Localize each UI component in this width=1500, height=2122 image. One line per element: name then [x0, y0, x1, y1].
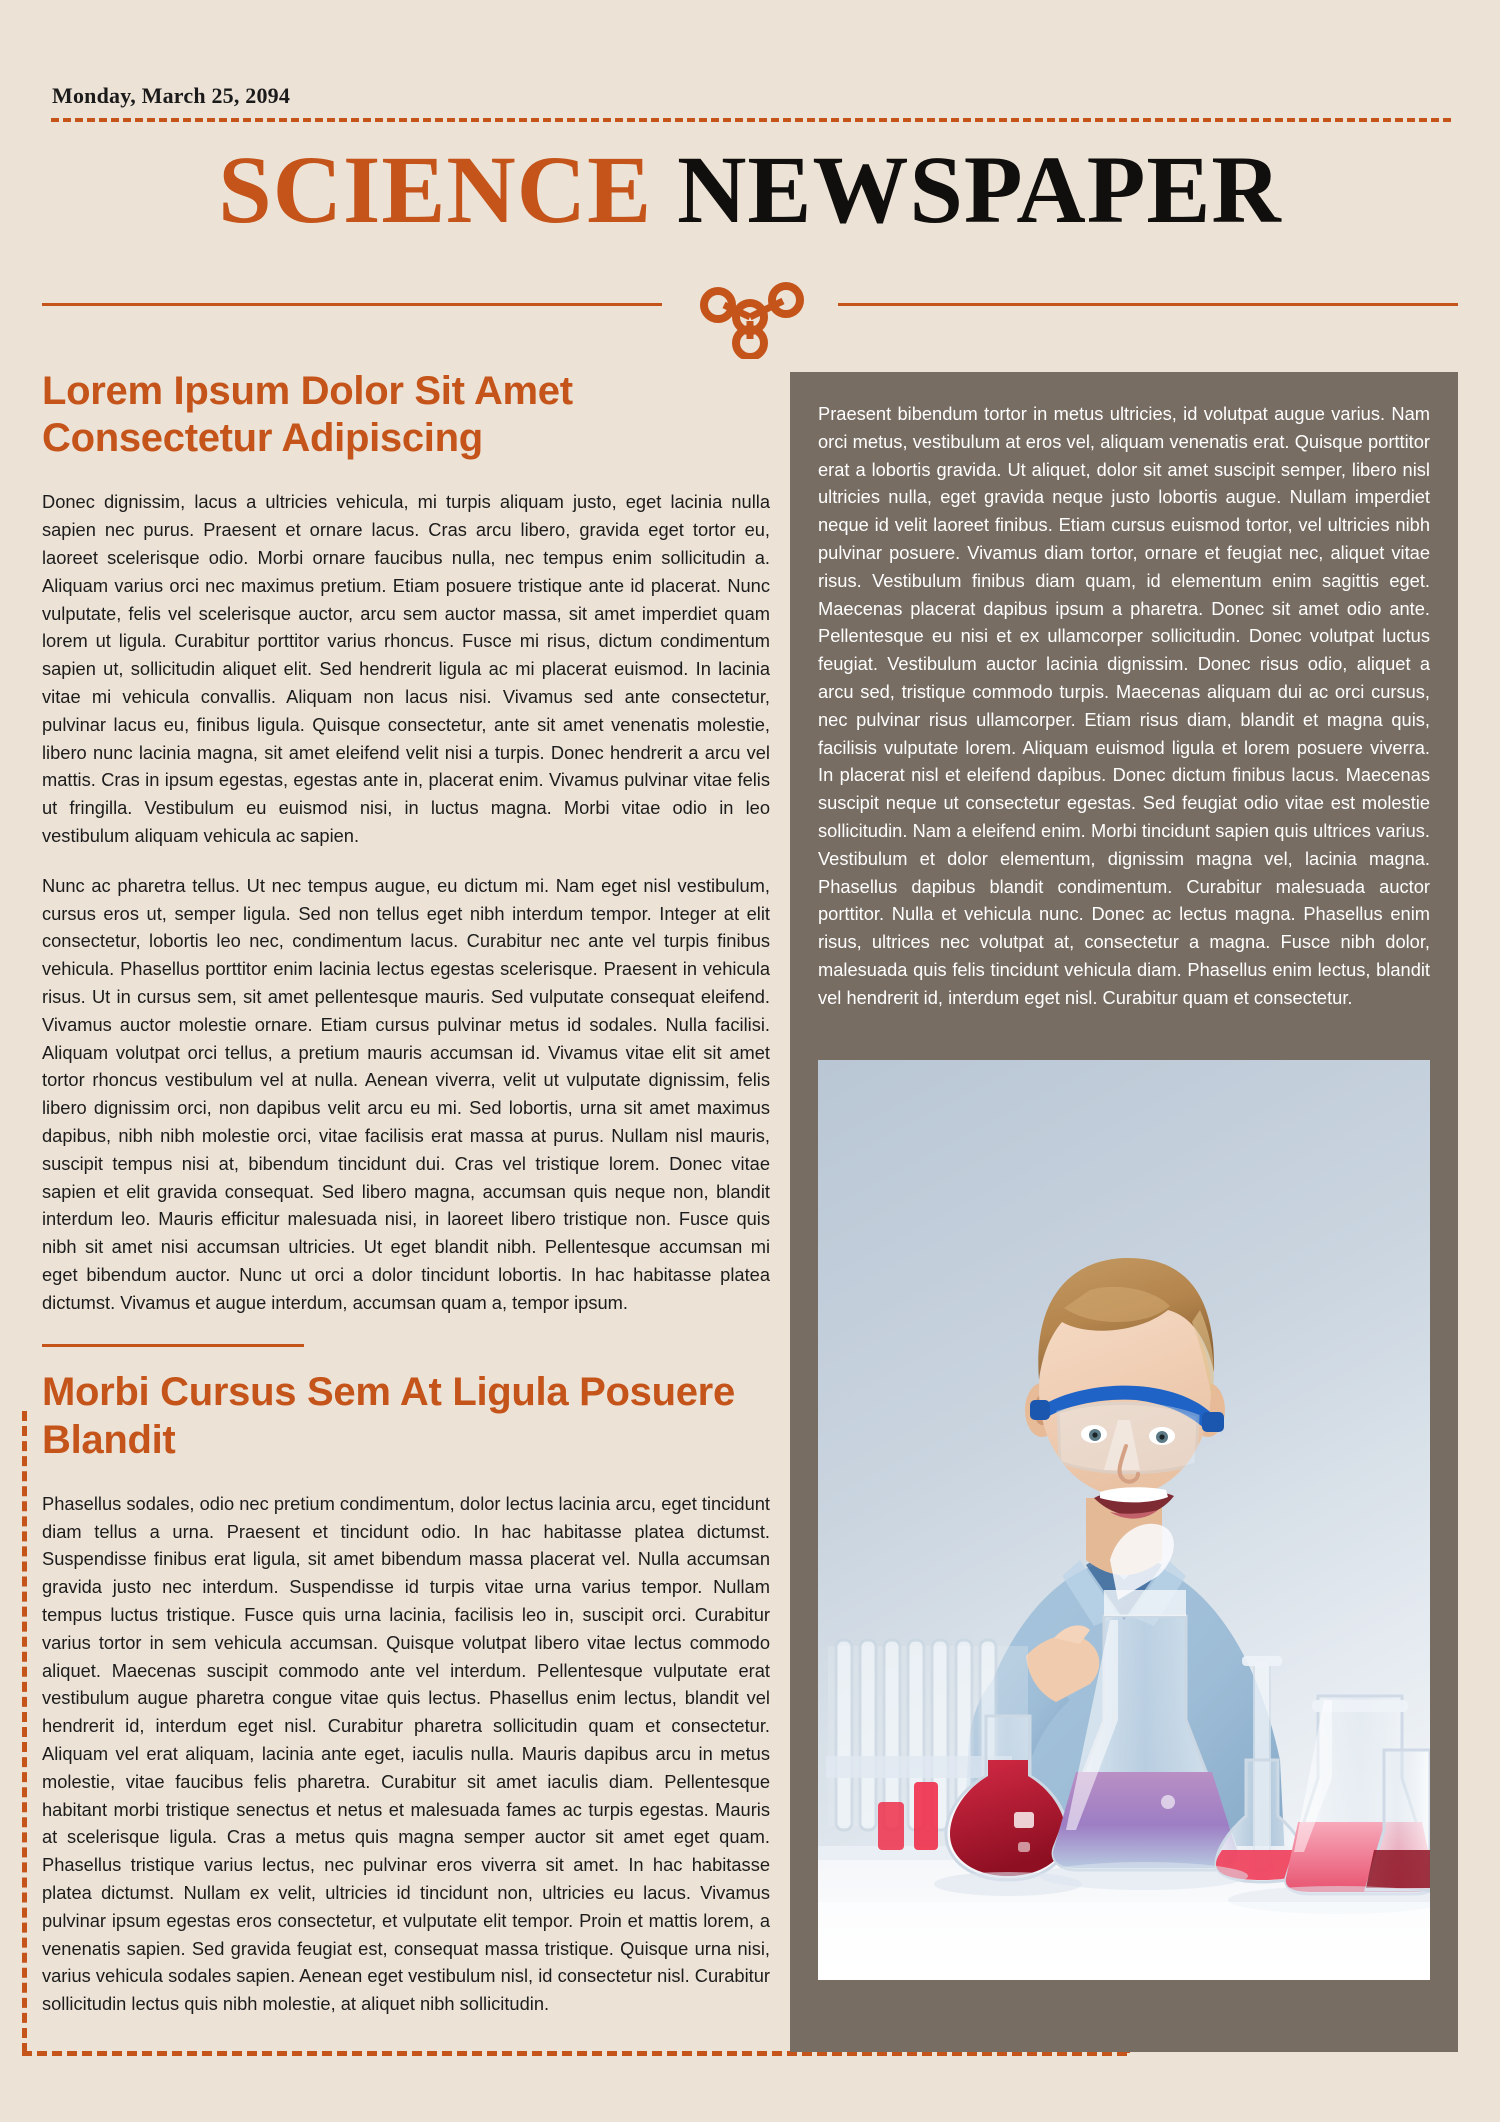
left-column	[42, 368, 770, 2018]
masthead-rule-right	[838, 303, 1458, 306]
issue-date: Monday, March 25, 2094	[52, 83, 291, 108]
date-dashed-rule	[51, 118, 1451, 122]
second-article-headline: Morbi Cursus Sem At Ligula Posuere Blandit	[42, 1370, 735, 1462]
lead-article-paragraph: Nunc ac pharetra tellus. Ut nec tempus augue, eu dictum mi. Nam eget nisl vestibulum, cursus eros ut, semper ligula. Sed non tellus eget nibh interdum tempor. Integer at elit consectetur, lobortis leo nec, condimentum lacus. Curabitur nec ante vel turpis finibus vehicula. Phasellus porttitor enim lacinia lectus egestas scelerisque. Praesent in vehicula risus. Ut in cursus sem, sit amet pellentesque mauris. Sed vulputate consequat eleifend. Vivamus auctor molestie ornare. Etiam cursus pulvinar metus id sodales. Nulla facilisi. Aliquam volutpat orci tellus, a pretium mauris accumsan id. Vivamus vitae elit sit amet tortor rhoncus vestibulum vel at nulla. Aenean viverra, velit ut vulputate dignissim, felis libero dignissim orci, non dapibus velit arcu eu mi. Sed lobortis, urna sit amet maximus dapibus, nibh nibh molestie orci, vitae facilisis erat massa at purus. Nullam nisl mauris, suscipit tempus nisi at, bibendum tincidunt dui. Cras vel tristique lorem. Donec vitae sapien et elit gravida consequat. Sed libero magna, accumsan quis neque non, blandit interdum leo. Mauris efficitur malesuada nisi, in laoreet libero tristique non. Fusce quis nibh sit amet nisi accumsan ultricies. Ut eget blandit nibh. Pellentesque accumsan mi eget bibendum auctor. Nunc ut orci a dolor tincidunt lobortis. In hac habitasse platea dictumst. Vivamus et augue interdum, accumsan quam a, tempor ipsum.	[42, 874, 770, 1313]
sidebar-paragraph: Praesent bibendum tortor in metus ultricies, id volutpat augue varius. Nam orci metus, vestibulum at eros vel, aliquam venenatis erat. Quisque porttitor erat a lobortis gravida. Ut aliquet, dolor sit amet suscipit semper, libero nisl ultricies nulla, eget gravida neque justo lobortis augue. Nullam imperdiet neque id velit laoreet finibus. Etiam cursus euismod tortor, vel ultricies nibh pulvinar posuere. Vivamus diam tortor, ornare et feugiat nec, aliquet vitae risus. Vestibulum finibus diam quam, id elementum enim sagittis eget. Maecenas placerat dapibus ipsum a pharetra. Donec sit amet odio ante. Pellentesque eu nisi et ex ullamcorper sollicitudin. Donec volutpat luctus feugiat. Vestibulum auctor lacinia dignissim. Donec risus odio, aliquet a arcu sed, tristique commodo turpis. Maecenas aliquam dui ac orci cursus, nec pulvinar risus ullamcorper. Etiam risus diam, blandit et magna quis, facilisis vulputate lorem. Aliquam euismod ligula et lorem posuere viverra. In placerat nisl et eleifend dapibus. Donec dictum finibus lacus. Maecenas suscipit neque ut consectetur egestas. Sed feugiat odio vitae est molestie sollicitudin. Nam a eleifend enim. Morbi tincidunt sapien quis ultrices varius. Vestibulum et dolor elementum, dignissim magna vel, lacinia magna. Phasellus dapibus blandit condimentum. Curabitur malesuada auctor porttitor. Nulla et vehicula nunc. Donec ac lectus magna. Phasellus enim risus, ultrices nec volutpat at, consectetur a magna. Fusce nibh dolor, malesuada quis felis tincidunt vehicula diam. Phasellus enim lectus, blandit vel hendrerit id, interdum eget nisl. Curabitur quam et consectetur.	[818, 403, 1430, 1008]
masthead-accent-word: SCIENCE	[218, 136, 653, 243]
masthead-title	[0, 136, 1500, 243]
molecule-icon	[690, 281, 810, 359]
science-photo	[818, 1060, 1430, 1980]
lead-article-paragraph: Donec dignissim, lacus a ultricies vehicula, mi turpis aliquam justo, eget lacinia nulla sapien nec purus. Praesent et ornare lacus. Cras arcu libero, gravida eget tortor eu, laoreet scelerisque odio. Morbi ornare faucibus nulla, nec tempus enim sollicitudin a. Aliquam varius orci nec maximus pretium. Etiam posuere tristique ante id placerat. Nunc vulputate, felis vel scelerisque auctor, arcu sem auctor massa, sit amet imperdiet quam lorem ut ligula. Curabitur porttitor varius rhoncus. Fusce mi risus, dictum condimentum sapien ut, sollicitudin aliquet elit. Sed hendrerit ligula ac mi placerat euismod. In lacinia vitae mi vehicula convallis. Aliquam non lacus nisi. Vivamus sed ante consectetur, pulvinar lacus eu, finibus ligula. Quisque consectetur, ante sit amet venenatis molestie, libero nunc lacinia magna, sit amet eleifend velit nisi a turpis. Donec hendrerit a arcu vel mattis. Cras in ipsum egestas, egestas ante in, placerat enim. Vivamus pulvinar vitae felis ut fringilla. Vestibulum eu euismod nisi, in luctus magna. Morbi vitae odio in leo vestibulum aliquam vehicula ac sapien.	[42, 491, 770, 846]
lead-article-headline: Lorem Ipsum Dolor Sit Amet Consectetur Adipiscing	[42, 369, 573, 461]
masthead-rest-word: NEWSPAPER	[652, 136, 1282, 243]
second-article-paragraph: Phasellus sodales, odio nec pretium condimentum, dolor lectus lacinia arcu, eget tincidunt diam tellus a urna. Praesent et tincidunt odio. In hac habitasse platea dictumst. Suspendisse finibus erat ligula, sit amet bibendum massa placerat vel. Nulla accumsan gravida justo nec interdum. Suspendisse id turpis vitae urna varius tempor. Nullam tempus luctus tristique. Fusce quis urna lacinia, facilisis leo in, suscipit orci. Curabitur varius tortor in sem vehicula accumsan. Quisque volutpat libero vitae lectus commodo aliquet. Maecenas suscipit commodo ante vel interdum. Pellentesque vulputate erat vestibulum augue pharetra congue vitae quis lectus. Phasellus enim lectus, blandit vel hendrerit id, interdum eget nisl. Curabitur pharetra sollicitudin quam et consectetur. Aliquam vel erat aliquam, lacinia ante eget, iaculis nulla. Mauris dapibus arcu in metus molestie, vitae faucibus felis pharetra. Curabitur sit amet iaculis diam. Pellentesque habitant morbi tristique senectus et netus et malesuada fames ac turpis egestas. Mauris at scelerisque ligula. Cras a metus quis magna semper auctor sit amet eget quam. Phasellus tristique varius lectus, nec pulvinar eros viverra sit amet. In hac habitasse platea dictumst. Nullam ex velit, ultricies id tincidunt non, ultricies eu lacus. Vivamus pulvinar ipsum egestas eros consectetur, et vulputate elit tempor. Proin et mattis lorem, a venenatis sapien. Sed gravida feugiat est, consequat massa tristique. Quisque urna nisi, varius vehicula sodales sapien. Aenean eget vestibulum nisl, id consectetur nisl. Curabitur sollicitudin lectus quis nibh molestie, at aliquet nibh sollicitudin.	[42, 1492, 770, 2015]
article-divider-rule	[42, 1344, 304, 1347]
sidebar-panel	[790, 372, 1458, 2052]
dashed-border-left	[22, 1411, 27, 2053]
masthead-rule-left	[42, 303, 662, 306]
